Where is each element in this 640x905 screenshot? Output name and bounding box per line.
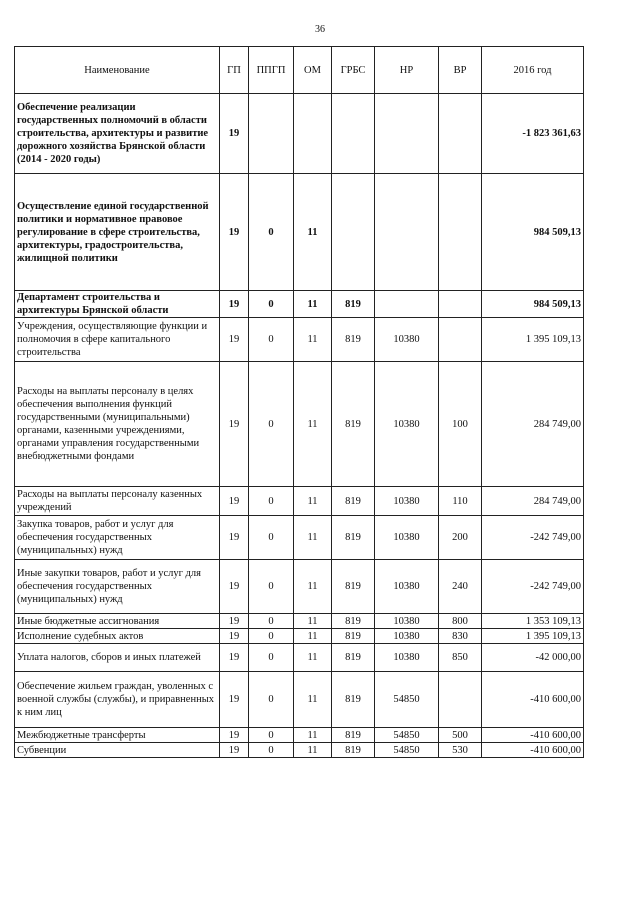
cell-nr: 10380: [375, 318, 439, 362]
cell-amount: 984 509,13: [482, 174, 584, 291]
cell-grbs: [332, 174, 375, 291]
cell-amount: -410 600,00: [482, 743, 584, 758]
cell-vr: 240: [439, 560, 482, 614]
cell-gp: 19: [220, 516, 249, 560]
cell-gp: 19: [220, 487, 249, 516]
cell-grbs: 819: [332, 672, 375, 728]
cell-name: Уплата налогов, сборов и иных платежей: [15, 644, 220, 672]
cell-ppgp: 0: [249, 174, 294, 291]
header-ppgp: ППГП: [249, 47, 294, 94]
cell-name: Межбюджетные трансферты: [15, 728, 220, 743]
table-row: [15, 629, 584, 644]
cell-vr: 850: [439, 644, 482, 672]
cell-nr: 10380: [375, 614, 439, 629]
cell-amount: 984 509,13: [482, 291, 584, 318]
cell-nr: 10380: [375, 516, 439, 560]
cell-nr: [375, 94, 439, 174]
cell-vr: [439, 94, 482, 174]
cell-grbs: 819: [332, 318, 375, 362]
cell-gp: 19: [220, 672, 249, 728]
cell-om: 11: [294, 629, 332, 644]
cell-nr: 10380: [375, 362, 439, 487]
cell-om: 11: [294, 728, 332, 743]
table-row: [15, 728, 584, 743]
page-number: 36: [315, 24, 325, 35]
cell-om: 11: [294, 291, 332, 318]
cell-amount: -410 600,00: [482, 672, 584, 728]
cell-grbs: 819: [332, 516, 375, 560]
cell-gp: 19: [220, 362, 249, 487]
cell-vr: 200: [439, 516, 482, 560]
cell-grbs: 819: [332, 614, 375, 629]
cell-gp: 19: [220, 174, 249, 291]
cell-amount: 284 749,00: [482, 362, 584, 487]
cell-gp: 19: [220, 728, 249, 743]
cell-ppgp: 0: [249, 560, 294, 614]
table-row: [15, 614, 584, 629]
cell-nr: 10380: [375, 560, 439, 614]
table-header-row: [15, 47, 584, 94]
cell-om: 11: [294, 487, 332, 516]
cell-name: Обеспечение реализации государственных полномочий в области строительства, архитектуры и развитие дорожного хозяйства Брянской области (2014 - 2020 годы): [15, 94, 220, 174]
cell-grbs: 819: [332, 644, 375, 672]
cell-amount: -410 600,00: [482, 728, 584, 743]
cell-grbs: 819: [332, 629, 375, 644]
cell-om: 11: [294, 614, 332, 629]
cell-name: Расходы на выплаты персоналу в целях обеспечения выполнения функций государственными (муниципальными) органами, казенными учреждениями, органами управления государственными внебюджетными фондами: [15, 362, 220, 487]
cell-ppgp: 0: [249, 614, 294, 629]
cell-grbs: 819: [332, 362, 375, 487]
cell-om: 11: [294, 318, 332, 362]
cell-nr: 54850: [375, 728, 439, 743]
cell-gp: 19: [220, 629, 249, 644]
cell-ppgp: [249, 94, 294, 174]
cell-nr: 54850: [375, 743, 439, 758]
cell-amount: 284 749,00: [482, 487, 584, 516]
cell-name: Департамент строительства и архитектуры Брянской области: [15, 291, 220, 318]
cell-ppgp: 0: [249, 362, 294, 487]
header-amount: 2016 год: [482, 47, 584, 94]
header-gp: ГП: [220, 47, 249, 94]
cell-om: 11: [294, 174, 332, 291]
cell-vr: [439, 174, 482, 291]
cell-name: Учреждения, осуществляющие функции и полномочия в сфере капитального строительства: [15, 318, 220, 362]
cell-nr: [375, 291, 439, 318]
table-row: [15, 743, 584, 758]
cell-vr: 800: [439, 614, 482, 629]
cell-om: 11: [294, 560, 332, 614]
cell-amount: -242 749,00: [482, 516, 584, 560]
header-vr: ВР: [439, 47, 482, 94]
cell-gp: 19: [220, 318, 249, 362]
header-grbs: ГРБС: [332, 47, 375, 94]
cell-name: Субвенции: [15, 743, 220, 758]
cell-amount: 1 353 109,13: [482, 614, 584, 629]
cell-vr: 500: [439, 728, 482, 743]
cell-name: Иные бюджетные ассигнования: [15, 614, 220, 629]
cell-amount: -42 000,00: [482, 644, 584, 672]
cell-nr: 10380: [375, 487, 439, 516]
cell-vr: [439, 291, 482, 318]
cell-vr: 110: [439, 487, 482, 516]
cell-name: Исполнение судебных актов: [15, 629, 220, 644]
cell-amount: 1 395 109,13: [482, 629, 584, 644]
header-nr: НР: [375, 47, 439, 94]
cell-vr: 830: [439, 629, 482, 644]
cell-ppgp: 0: [249, 516, 294, 560]
cell-grbs: [332, 94, 375, 174]
table-row: [15, 672, 584, 728]
table-row: [15, 174, 584, 291]
header-om: ОМ: [294, 47, 332, 94]
table-row: [15, 291, 584, 318]
table-row: [15, 516, 584, 560]
cell-vr: 100: [439, 362, 482, 487]
cell-name: Обеспечение жильем граждан, уволенных с военной службы (службы), и приравненных к ним лиц: [15, 672, 220, 728]
cell-amount: -242 749,00: [482, 560, 584, 614]
table-row: [15, 94, 584, 174]
cell-gp: 19: [220, 743, 249, 758]
cell-vr: [439, 318, 482, 362]
table-row: [15, 487, 584, 516]
cell-ppgp: 0: [249, 291, 294, 318]
cell-name: Закупка товаров, работ и услуг для обеспечения государственных (муниципальных) нужд: [15, 516, 220, 560]
cell-nr: [375, 174, 439, 291]
cell-grbs: 819: [332, 487, 375, 516]
cell-om: 11: [294, 743, 332, 758]
cell-ppgp: 0: [249, 487, 294, 516]
table-row: [15, 560, 584, 614]
cell-vr: [439, 672, 482, 728]
cell-gp: 19: [220, 644, 249, 672]
cell-ppgp: 0: [249, 318, 294, 362]
cell-name: Расходы на выплаты персоналу казенных учреждений: [15, 487, 220, 516]
cell-vr: 530: [439, 743, 482, 758]
cell-gp: 19: [220, 94, 249, 174]
cell-nr: 10380: [375, 644, 439, 672]
cell-gp: 19: [220, 291, 249, 318]
cell-nr: 54850: [375, 672, 439, 728]
cell-ppgp: 0: [249, 672, 294, 728]
table-row: [15, 644, 584, 672]
cell-om: 11: [294, 644, 332, 672]
cell-grbs: 819: [332, 743, 375, 758]
cell-om: 11: [294, 672, 332, 728]
cell-ppgp: 0: [249, 743, 294, 758]
table-row: [15, 318, 584, 362]
cell-name: Осуществление единой государственной политики и нормативное правовое регулирование в сфере строительства, архитектуры, градостроительства, жилищной политики: [15, 174, 220, 291]
cell-nr: 10380: [375, 629, 439, 644]
cell-om: 11: [294, 516, 332, 560]
header-name: Наименование: [15, 47, 220, 94]
cell-om: 11: [294, 362, 332, 487]
cell-amount: 1 395 109,13: [482, 318, 584, 362]
cell-ppgp: 0: [249, 728, 294, 743]
cell-name: Иные закупки товаров, работ и услуг для обеспечения государственных (муниципальных) нужд: [15, 560, 220, 614]
cell-grbs: 819: [332, 291, 375, 318]
cell-grbs: 819: [332, 560, 375, 614]
table-row: [15, 362, 584, 487]
cell-grbs: 819: [332, 728, 375, 743]
cell-ppgp: 0: [249, 629, 294, 644]
cell-ppgp: 0: [249, 644, 294, 672]
cell-amount: -1 823 361,63: [482, 94, 584, 174]
cell-gp: 19: [220, 560, 249, 614]
cell-om: [294, 94, 332, 174]
budget-table: [14, 46, 584, 758]
cell-gp: 19: [220, 614, 249, 629]
